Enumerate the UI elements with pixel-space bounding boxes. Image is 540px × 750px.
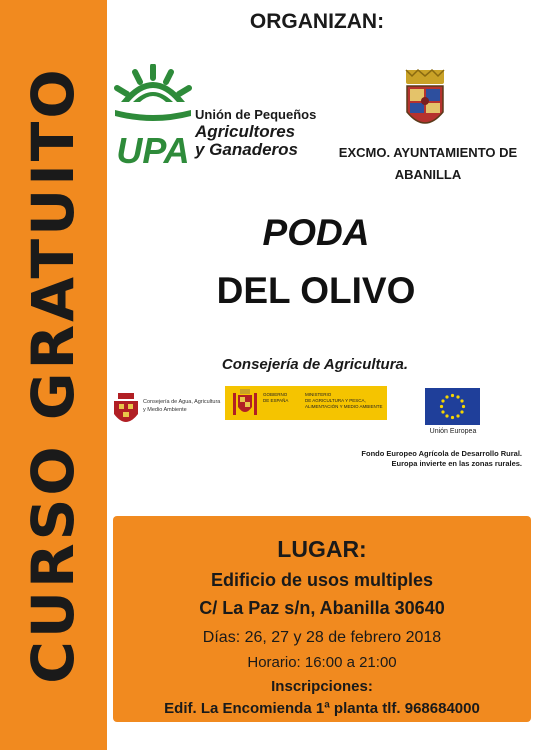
fondo-line2: Europa invierte en las zonas rurales. <box>391 459 522 468</box>
title-line2: DEL OLIVO <box>216 270 416 311</box>
fondo-line1: Fondo Europeo Agrícola de Desarrollo Rural. <box>361 449 522 458</box>
course-dates: Días: 26, 27 y 28 de febrero 2018 <box>202 629 442 646</box>
murcia-line2: y Medio Ambiente <box>143 407 187 413</box>
ministerio-line2: DE AGRICULTURA Y PESCA, <box>305 398 366 403</box>
inscripciones-location: Edif. La Encomienda 1ª planta tlf. 968684000 <box>164 700 480 717</box>
inscripciones-heading: Inscripciones: <box>271 678 373 695</box>
lugar-heading: LUGAR: <box>277 536 367 562</box>
upa-name-line2: Agricultores <box>195 122 296 141</box>
murcia-consejeria-text <box>143 398 223 414</box>
gobierno-text <box>263 392 297 404</box>
venue-building: Edificio de usos multiples <box>210 570 434 590</box>
title-line1: PODA <box>262 212 370 253</box>
gobierno-espana-logo <box>225 386 387 420</box>
upa-emblem-icon <box>113 64 193 168</box>
upa-logo <box>113 64 317 168</box>
course-schedule: Horario: 16:00 a 21:00 <box>247 654 397 671</box>
gobierno-line1: GOBIERNO <box>263 392 288 397</box>
venue-address: C/ La Paz s/n, Abanilla 30640 <box>199 598 445 618</box>
upa-acronym: UPA <box>116 130 190 168</box>
ministerio-line1: MINISTERIO <box>305 392 332 397</box>
ayuntamiento-line2: ABANILLA <box>394 167 462 182</box>
consejeria-heading: Consejería de Agricultura. <box>221 356 409 373</box>
feader-text <box>300 449 522 469</box>
spain-coat-of-arms-icon <box>233 389 257 417</box>
murcia-line1: Consejería de Agua, Agricultura <box>143 399 221 405</box>
curso-gratuito-vertical: CURSO GRATUITO <box>19 66 87 684</box>
ministerio-text <box>305 392 385 410</box>
course-title <box>178 204 454 320</box>
eu-flag-icon <box>425 388 480 425</box>
upa-name-line3: y Ganaderos <box>195 140 298 159</box>
organizan-heading: ORGANIZAN: <box>249 10 385 33</box>
ayuntamiento-line1: EXCMO. AYUNTAMIENTO DE <box>338 145 518 160</box>
gobierno-line2: DE ESPAÑA <box>263 398 289 403</box>
ministerio-line3: ALIMENTACIÓN Y MEDIO AMBIENTE <box>305 404 383 409</box>
eu-label: Unión Europea <box>429 428 477 435</box>
ayuntamiento-name <box>328 142 528 186</box>
orange-side-band <box>0 0 107 750</box>
info-box <box>113 516 531 722</box>
murcia-region-crest-icon <box>112 392 140 428</box>
abanilla-crest-icon <box>402 68 448 136</box>
upa-name-line1: Unión de Pequeños <box>195 107 317 122</box>
